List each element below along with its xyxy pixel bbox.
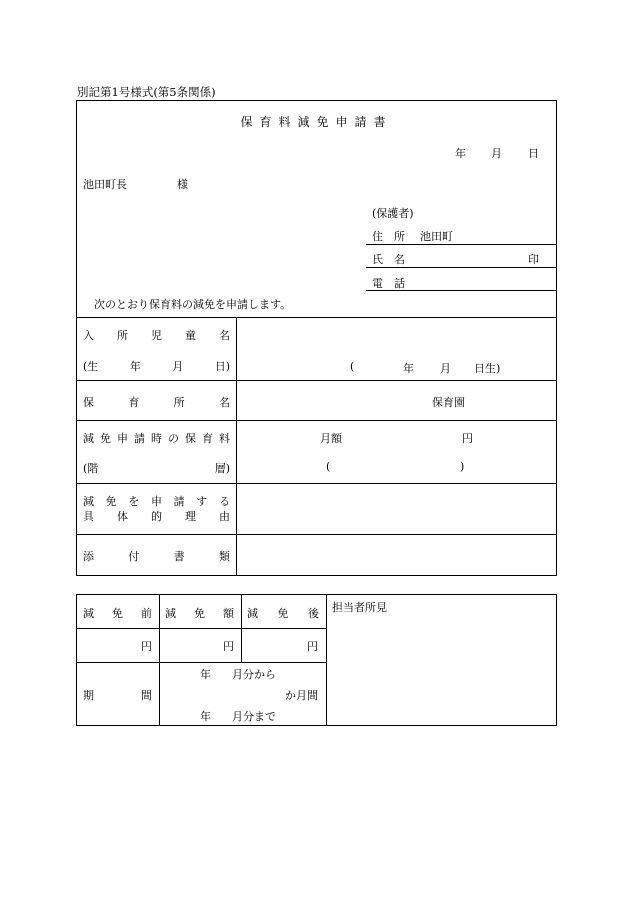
officer-opinion-label: 担当者所見 [332,601,387,614]
address-underline [366,244,556,245]
address-label: 住 所 [372,230,405,243]
row-divider [76,483,557,484]
reduction-amount-label: 減 免 額 [165,607,234,620]
addressee-name: 池田町長 [83,178,127,191]
date-month-label: 月 [491,147,502,160]
application-statement: 次のとおり保育料の減免を申請します。 [94,298,292,311]
date-day-label: 日 [528,147,539,160]
birth-label-day: 日) [214,360,230,373]
class-label-open: (階 [83,462,99,475]
nursery-name-label: 保 育 所 名 [83,396,230,409]
before-yen: 円 [141,640,152,653]
class-close-paren: ) [460,460,465,473]
guardian-label: (保護者) [372,207,414,220]
amount-yen: 円 [223,640,234,653]
period-label: 期 間 [83,689,152,702]
name-underline [366,267,556,268]
row-divider [76,534,557,535]
address-value: 池田町 [420,230,453,243]
before-reduction-label: 減 免 前 [83,607,152,620]
class-label [83,460,230,476]
attached-docs-label: 添 付 書 類 [83,550,230,563]
birth-open-paren: ( [350,360,355,373]
nursery-name-value: 保育園 [432,396,465,409]
reason-label-line2: 具 体 的 理 由 [83,510,230,523]
after-reduction-label: 減 免 後 [247,607,319,620]
birth-day-label: 日生) [474,362,501,375]
row-divider [76,380,557,381]
phone-label: 電 話 [372,277,405,290]
form-number-heading: 別記第1号様式(第5条関係) [77,85,216,99]
class-label-close: 層) [214,462,230,475]
class-open-paren: ( [326,460,331,473]
period-to-year: 年 [200,710,211,723]
period-to: 月分まで [232,710,276,723]
phone-underline [366,290,556,291]
fee-label: 減 免 申 請 時 の 保 育 料 [83,432,230,445]
fee-yen-label: 円 [462,432,473,445]
row-divider [76,662,326,663]
birth-month-label: 月 [440,362,451,375]
date-year-label: 年 [455,147,466,160]
row-divider [76,420,557,421]
period-months: か月間 [285,689,318,702]
period-from-year: 年 [200,668,211,681]
period-from: 月分から [232,668,276,681]
reason-label-line1: 減 免 を 申 請 す る [83,495,230,508]
birth-label-month: 月 [172,360,184,373]
seal-mark: 印 [528,253,539,266]
opinion-divider [326,594,327,726]
birth-year-label: 年 [403,362,414,375]
table-top-line [76,317,557,318]
birth-label-year: 年 [129,360,141,373]
name-label: 氏 名 [372,253,405,266]
monthly-fee-label: 月額 [320,432,342,445]
column-divider [236,317,237,576]
form-title: 保育料減免申請書 [240,115,393,129]
birthdate-label [83,358,230,374]
addressee-honorific: 様 [177,178,188,191]
column-divider [159,662,160,726]
child-name-label: 入 所 児 童 名 [83,329,230,342]
row-divider [76,628,326,629]
birth-label-open: (生 [83,360,99,373]
after-yen: 円 [307,640,318,653]
